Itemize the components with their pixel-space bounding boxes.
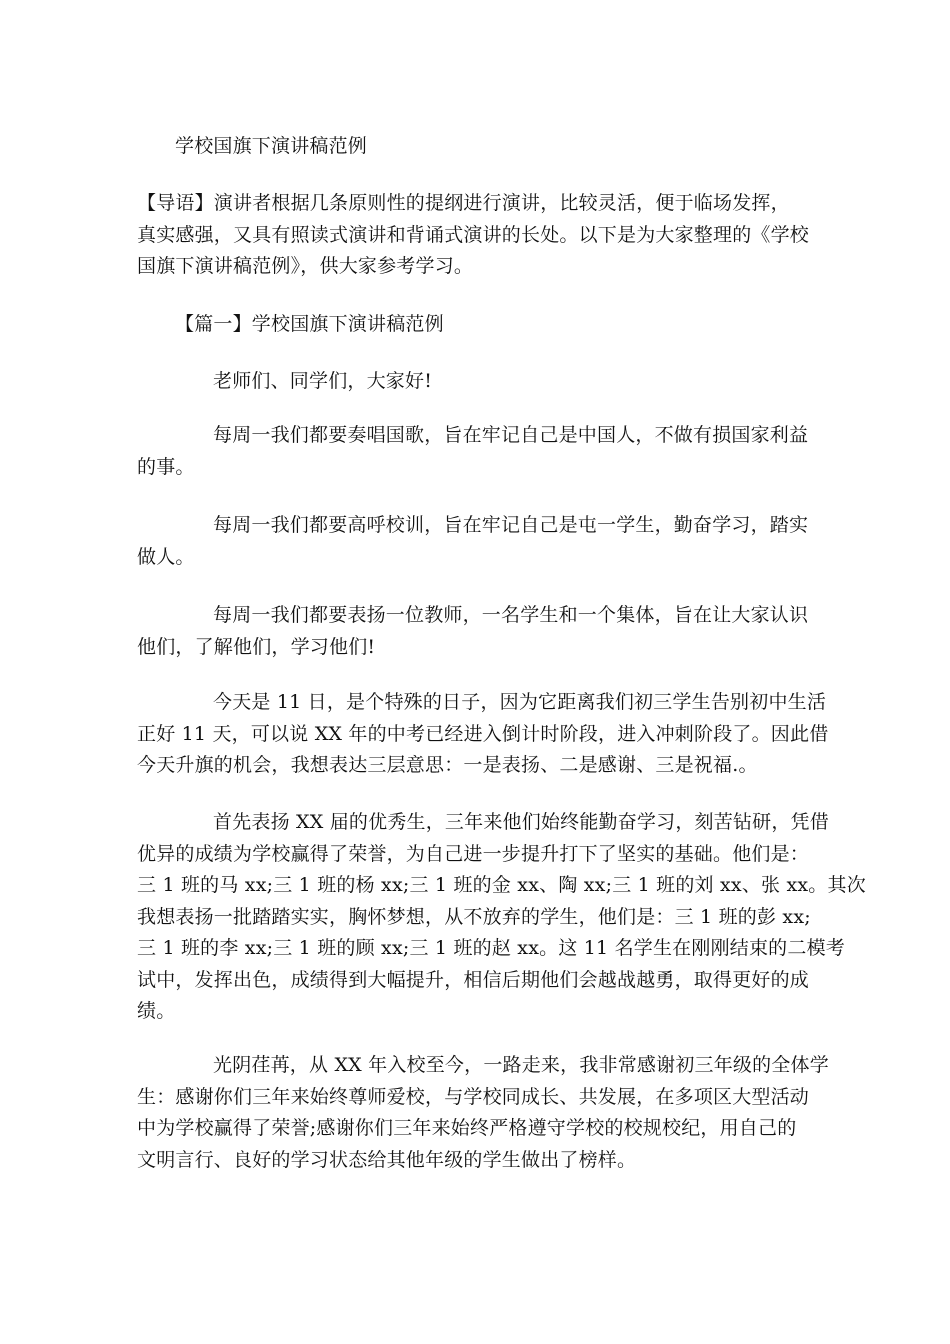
paragraph-line: 三 1 班的马 xx;三 1 班的杨 xx;三 1 班的金 xx、陶 xx;三 1 班的刘 xx、张 xx。其次 [137, 874, 866, 896]
paragraph-line: 试中，发挥出色，成绩得到大幅提升，相信后期他们会越战越勇，取得更好的成 [137, 968, 810, 991]
paragraph-line: 绩。 [137, 1000, 176, 1022]
paragraph-line: 优异的成绩为学校赢得了荣誉，为自己进一步提升打下了坚实的基础。他们是： [137, 842, 810, 865]
intro-line: 真实感强，又具有照读式演讲和背诵式演讲的长处。以下是为大家整理的《学校 [137, 223, 810, 246]
chapter-heading [137, 309, 855, 341]
paragraph-line: 光阴荏苒，从 XX 年入校至今，一路走来，我非常感谢初三年级的全体学 [213, 1054, 829, 1076]
intro-line: 【导语】演讲者根据几条原则性的提纲进行演讲，比较灵活，便于临场发挥， [137, 192, 790, 214]
intro-paragraph [137, 188, 817, 283]
paragraph-line: 正好 11 天，可以说 XX 年的中考已经进入倒计时阶段，进入冲刺阶段了。因此借 [137, 722, 829, 745]
greeting-text: 老师们、同学们，大家好! [213, 370, 433, 392]
greeting [137, 366, 893, 398]
body-paragraph [137, 687, 829, 782]
document-title [137, 131, 855, 163]
body-paragraph [137, 420, 817, 483]
paragraph-line: 今天升旗的机会，我想表达三层意思：一是表扬、二是感谢、三是祝福.。 [137, 754, 758, 776]
paragraph-line: 每周一我们都要奏唱国歌，旨在牢记自己是中国人，不做有损国家利益 [213, 424, 809, 446]
title-text: 学校国旗下演讲稿范例 [175, 135, 368, 157]
paragraph-line: 每周一我们都要表扬一位教师，一名学生和一个集体，旨在让大家认识 [213, 604, 809, 626]
paragraph-line: 今天是 11 日，是个特殊的日子，因为它距离我们初三学生告别初中生活 [213, 691, 827, 713]
paragraph-line: 中为学校赢得了荣誉;感谢你们三年来始终严格遵守学校的校规校纪，用自己的 [137, 1117, 797, 1139]
paragraph-line: 我想表扬一批踏踏实实，胸怀梦想，从不放弃的学生，他们是：三 1 班的彭 xx; [137, 905, 811, 928]
body-paragraph [137, 510, 817, 573]
body-paragraph [137, 600, 817, 663]
paragraph-line: 做人。 [137, 545, 195, 568]
paragraph-line: 文明言行、良好的学习状态给其他年级的学生做出了榜样。 [137, 1148, 637, 1171]
body-paragraph [137, 807, 866, 1028]
intro-line: 国旗下演讲稿范例》，供大家参考学习。 [137, 255, 474, 277]
paragraph-line: 生：感谢你们三年来始终尊师爱校，与学校同成长、共发展，在多项区大型活动 [137, 1085, 810, 1108]
chapter-heading-text: 【篇一】学校国旗下演讲稿范例 [175, 313, 444, 335]
paragraph-line: 他们，了解他们，学习他们! [137, 635, 376, 658]
paragraph-line: 的事。 [137, 455, 195, 478]
paragraph-line: 首先表扬 XX 届的优秀生，三年来他们始终能勤奋学习，刻苦钻研，凭借 [213, 811, 829, 833]
paragraph-line: 每周一我们都要高呼校训，旨在牢记自己是屯一学生，勤奋学习，踏实 [213, 514, 809, 536]
body-paragraph [137, 1050, 829, 1176]
paragraph-line: 三 1 班的李 xx;三 1 班的顾 xx;三 1 班的赵 xx。这 11 名学生在刚刚结束的二模考 [137, 937, 845, 959]
